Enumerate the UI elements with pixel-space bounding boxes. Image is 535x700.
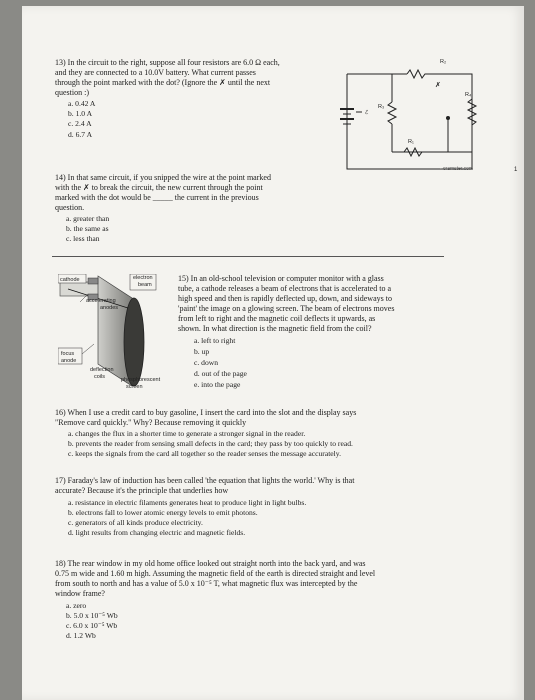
crt-label-anode: anode [61,358,77,364]
q14-option-a: a. greater than [66,214,110,223]
q17-option-d: d. light results from changing electric and magnetic fields. [68,528,246,537]
circuit-label-r2: R₂ [440,59,447,65]
q17-option-a: a. resistance in electric filaments generates heat to produce light in light bulbs. [68,498,307,507]
q13-option-b: b. 1.0 A [68,109,93,118]
q15-line-2: tube, a cathode releases a beam of electrons that is accelerated to a [178,284,391,293]
q18-option-c: c. 6.0 x 10⁻⁵ Wb [66,621,118,630]
crt-label-focus: focus [61,351,75,357]
q17-line-2: accurate? Because it's the principle that underlies how [55,486,229,495]
crt-label-coils: coils [94,374,106,380]
q18-line-4: window frame? [55,589,105,598]
q15-line-1: 15) In an old-school television or computer monitor with a glass [178,274,384,283]
q18-option-b: b. 5.0 x 10⁻⁵ Wb [66,611,118,620]
crt-label-electron: electron [133,275,153,281]
q18-option-a: a. zero [66,601,87,610]
section-divider [52,256,444,257]
crt-label-screen: screen [126,384,143,390]
crt-label-anodes: anodes [100,305,119,311]
q18-option-d: d. 1.2 Wb [66,631,96,640]
q14-line-2: with the ✗ to break the circuit, the new current through the point [55,183,263,192]
circuit-label-r1: R₁ [408,139,414,145]
q13-line-4: question :) [55,88,89,97]
q16-option-c: c. keeps the signals from the card all together so the reader senses the message accurately. [68,449,341,458]
q17-option-c: c. generators of all kinds produce electricity. [68,518,203,527]
page-marker: 1 [514,167,518,173]
worksheet-page [22,6,524,700]
q14-option-b: b. the same as [66,224,109,233]
q18-line-1: 18) The rear window in my old home office looked out straight north into the back yard, and was [55,559,366,568]
q18-line-3: from south to north and has a value of 5.0 x 10⁻⁵ T, what magnetic flux was intercepted by the [55,579,358,588]
q14-option-c: c. less than [66,234,100,243]
crt-label-deflection: deflection [90,367,114,373]
q15-option-a: a. left to right [194,336,236,345]
circuit-label-r4: R₄ [465,92,472,98]
q16-line-1: 16) When I use a credit card to buy gasoline, I insert the card into the slot and the display says [55,408,357,417]
q16-option-b: b. prevents the reader from sensing small defects in the card; they pass by too quickly to read. [68,439,353,448]
circuit-label-r3: R₃ [378,104,385,110]
q15-option-e: e. into the page [194,380,241,389]
q15-line-5: from left to right and the magnetic coil deflects it upwards, as [178,314,376,323]
q15-line-3: high speed and then is rapidly deflected up, down, and sideways to [178,294,392,303]
crt-label-cathode: cathode [60,277,80,283]
q14-line-1: 14) In that same circuit, if you snipped the wire at the point marked [55,173,271,182]
crt-label-beam: beam [138,282,152,288]
q17-option-b: b. electrons fall to lower atomic energy levels to emit photons. [68,508,258,517]
circuit-label-emf: ℰ [365,110,369,116]
crt-label-phosphorescent: phosphorescent [121,377,161,383]
q13-option-a: a. 0.42 A [68,99,96,108]
q15-option-d: d. out of the page [194,369,247,378]
circuit-diagram [332,54,482,179]
q13-line-2: and they are connected to a 10.0V battery. What current passes [55,68,256,77]
q14-line-3: marked with the dot would be _____ the current in the previous [55,193,259,202]
q17-line-1: 17) Faraday's law of induction has been called 'the equation that lights the world.' Why is that [55,476,355,485]
q15-line-6: shown. In what direction is the magnetic field from the coil? [178,324,372,333]
q15-option-b: b. up [194,347,210,356]
svg-text:✗: ✗ [435,82,441,89]
q18-line-2: 0.75 m wide and 1.60 m high. Assuming the magnetic field of the earth is directed straight and level [55,569,376,578]
q13-option-d: d. 6.7 A [68,130,93,139]
q13-line-1: 13) In the circuit to the right, suppose all four resistors are 6.0 Ω each, [55,58,280,67]
q13-line-3: through the point marked with the dot? (Ignore the ✗ until the next [55,78,271,87]
q15-line-4: 'paint' the image on a glowing screen. The beam of electrons moves [178,304,395,313]
q16-option-a: a. changes the flux in a shorter time to generate a stronger signal in the reader. [68,429,306,438]
cramster-watermark: - cramster.com [440,166,474,172]
q15-option-c: c. down [194,358,219,367]
q13-option-c: c. 2.4 A [68,119,92,128]
crt-label-accelerating: accelerating [86,298,116,304]
q14-line-4: question. [55,203,85,212]
q16-line-2: "Remove card quickly." Why? Because removing it quickly [55,418,247,427]
